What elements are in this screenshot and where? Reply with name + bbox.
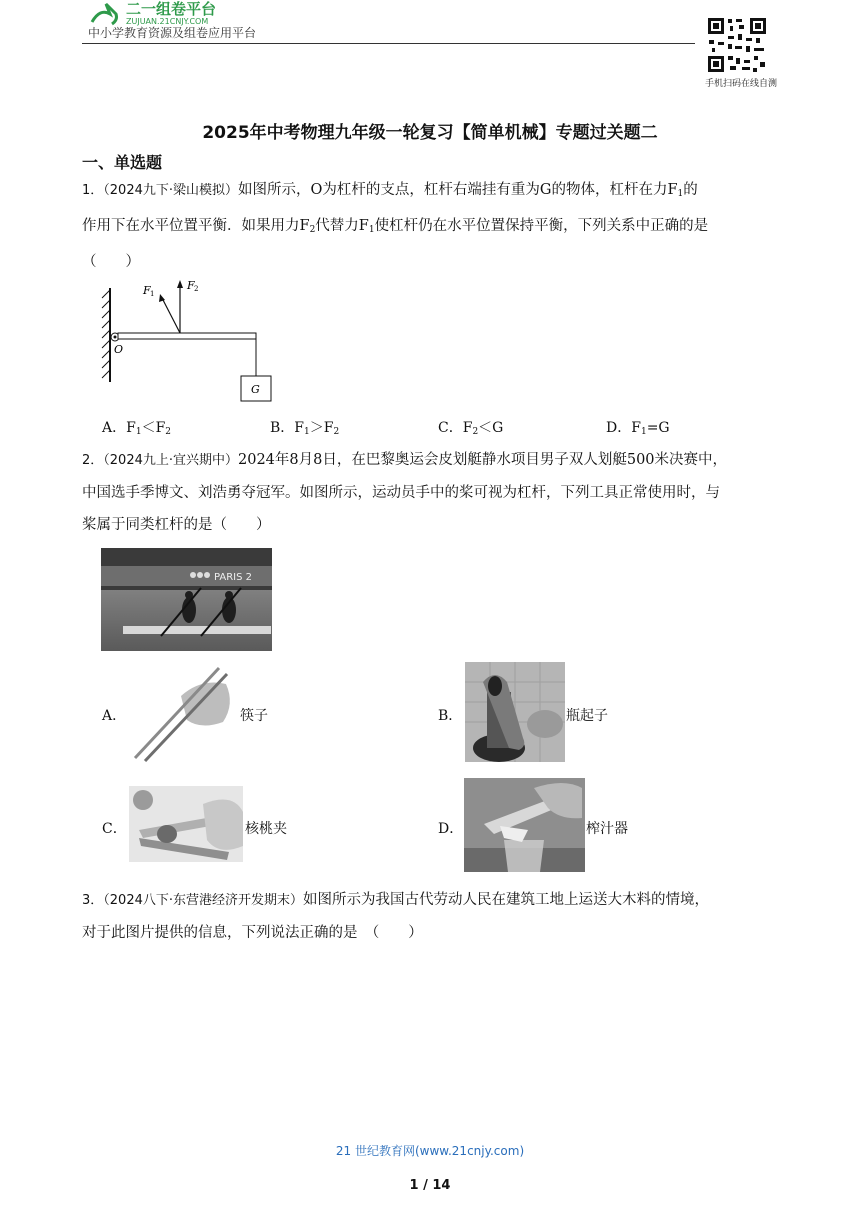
q1-option-a[interactable]: A．$F_1<F_2$ — [102, 420, 172, 437]
q2-option-c-letter[interactable]: C． — [102, 821, 127, 837]
q2-option-d-letter[interactable]: D． — [438, 821, 464, 837]
section-heading: 一、单选题 — [82, 153, 163, 172]
q2-option-b-label: 瓶起子 — [566, 708, 608, 724]
weight-label: G — [251, 383, 260, 396]
svg-text:ZUJUAN.21CNJY.COM: ZUJUAN.21CNJY.COM — [126, 17, 209, 26]
q2-option-d-label: 榨汁器 — [586, 821, 628, 837]
chopsticks-photo — [131, 664, 238, 762]
page-number: 1 / 14 — [409, 1178, 451, 1193]
q2-option-c-label: 核桃夹 — [245, 821, 287, 837]
q1-option-d[interactable]: D．$F_1=G$ — [606, 420, 670, 437]
svg-text:二一组卷平台: 二一组卷平台 — [126, 0, 217, 18]
q2-option-a-letter[interactable]: A． — [102, 708, 127, 724]
question-1-text: 1．（2024九下·梁山模拟）如图所示，O为杠杆的支点，杠杆右端挂有重为G的物体，杠杆在力$F_1$的 作用下在水平位置平衡．如果用力$F_2$代替力$F_1$使杠杆仍在水平位置保持平衡，下列关系中正确的是 （ ） — [82, 182, 709, 270]
f1-label: F — [143, 284, 151, 297]
q1-option-b[interactable]: B．$F_1>F_2$ — [270, 420, 340, 437]
header-subtitle: 中小学教育资源及组卷应用平台 — [88, 26, 257, 40]
qr-caption: 手机扫码在线自测 — [704, 79, 777, 89]
lever-diagram — [96, 276, 286, 406]
footer-link[interactable]: 21 世纪教育网(www.21cnjy.com) — [335, 1144, 525, 1158]
juicer-photo — [464, 778, 585, 872]
svg-text:PARIS 2: PARIS 2 — [214, 572, 253, 583]
header-divider — [82, 43, 695, 44]
q1-option-c[interactable]: C．$F_2<G$ — [438, 420, 504, 437]
svg-text:2: 2 — [194, 285, 199, 293]
f2-label: F — [187, 279, 195, 292]
page-title: 2025年中考物理九年级一轮复习【简单机械】专题过关题二 — [202, 123, 658, 143]
question-2-text: 2．（2024九上·宜兴期中）2024年8月8日，在巴黎奥运会皮划艇静水项目男子双人划艇500米决赛中， 中国选手季博文、刘浩勇夺冠军。如图所示，运动员手中的桨可视为杠杆，下列工具正常使用时，与 桨属于同类杠杆的是（ ） — [82, 452, 728, 533]
svg-text:1: 1 — [150, 290, 155, 298]
canoe-photo — [101, 548, 272, 651]
bottle-opener-photo — [465, 662, 565, 762]
question-3-text: 3．（2024八下·东营港经济开发期末）如图所示为我国古代劳动人民在建筑工地上运送大木料的情境， 对于此图片提供的信息，下列说法正确的是 （ ） — [82, 892, 709, 941]
nutcracker-photo — [129, 786, 243, 862]
qr-code-icon[interactable] — [706, 16, 768, 74]
q2-option-b-letter[interactable]: B． — [438, 708, 463, 724]
pivot-label: O — [114, 343, 124, 356]
q2-option-a-label: 筷子 — [240, 708, 268, 724]
site-logo — [88, 0, 268, 26]
